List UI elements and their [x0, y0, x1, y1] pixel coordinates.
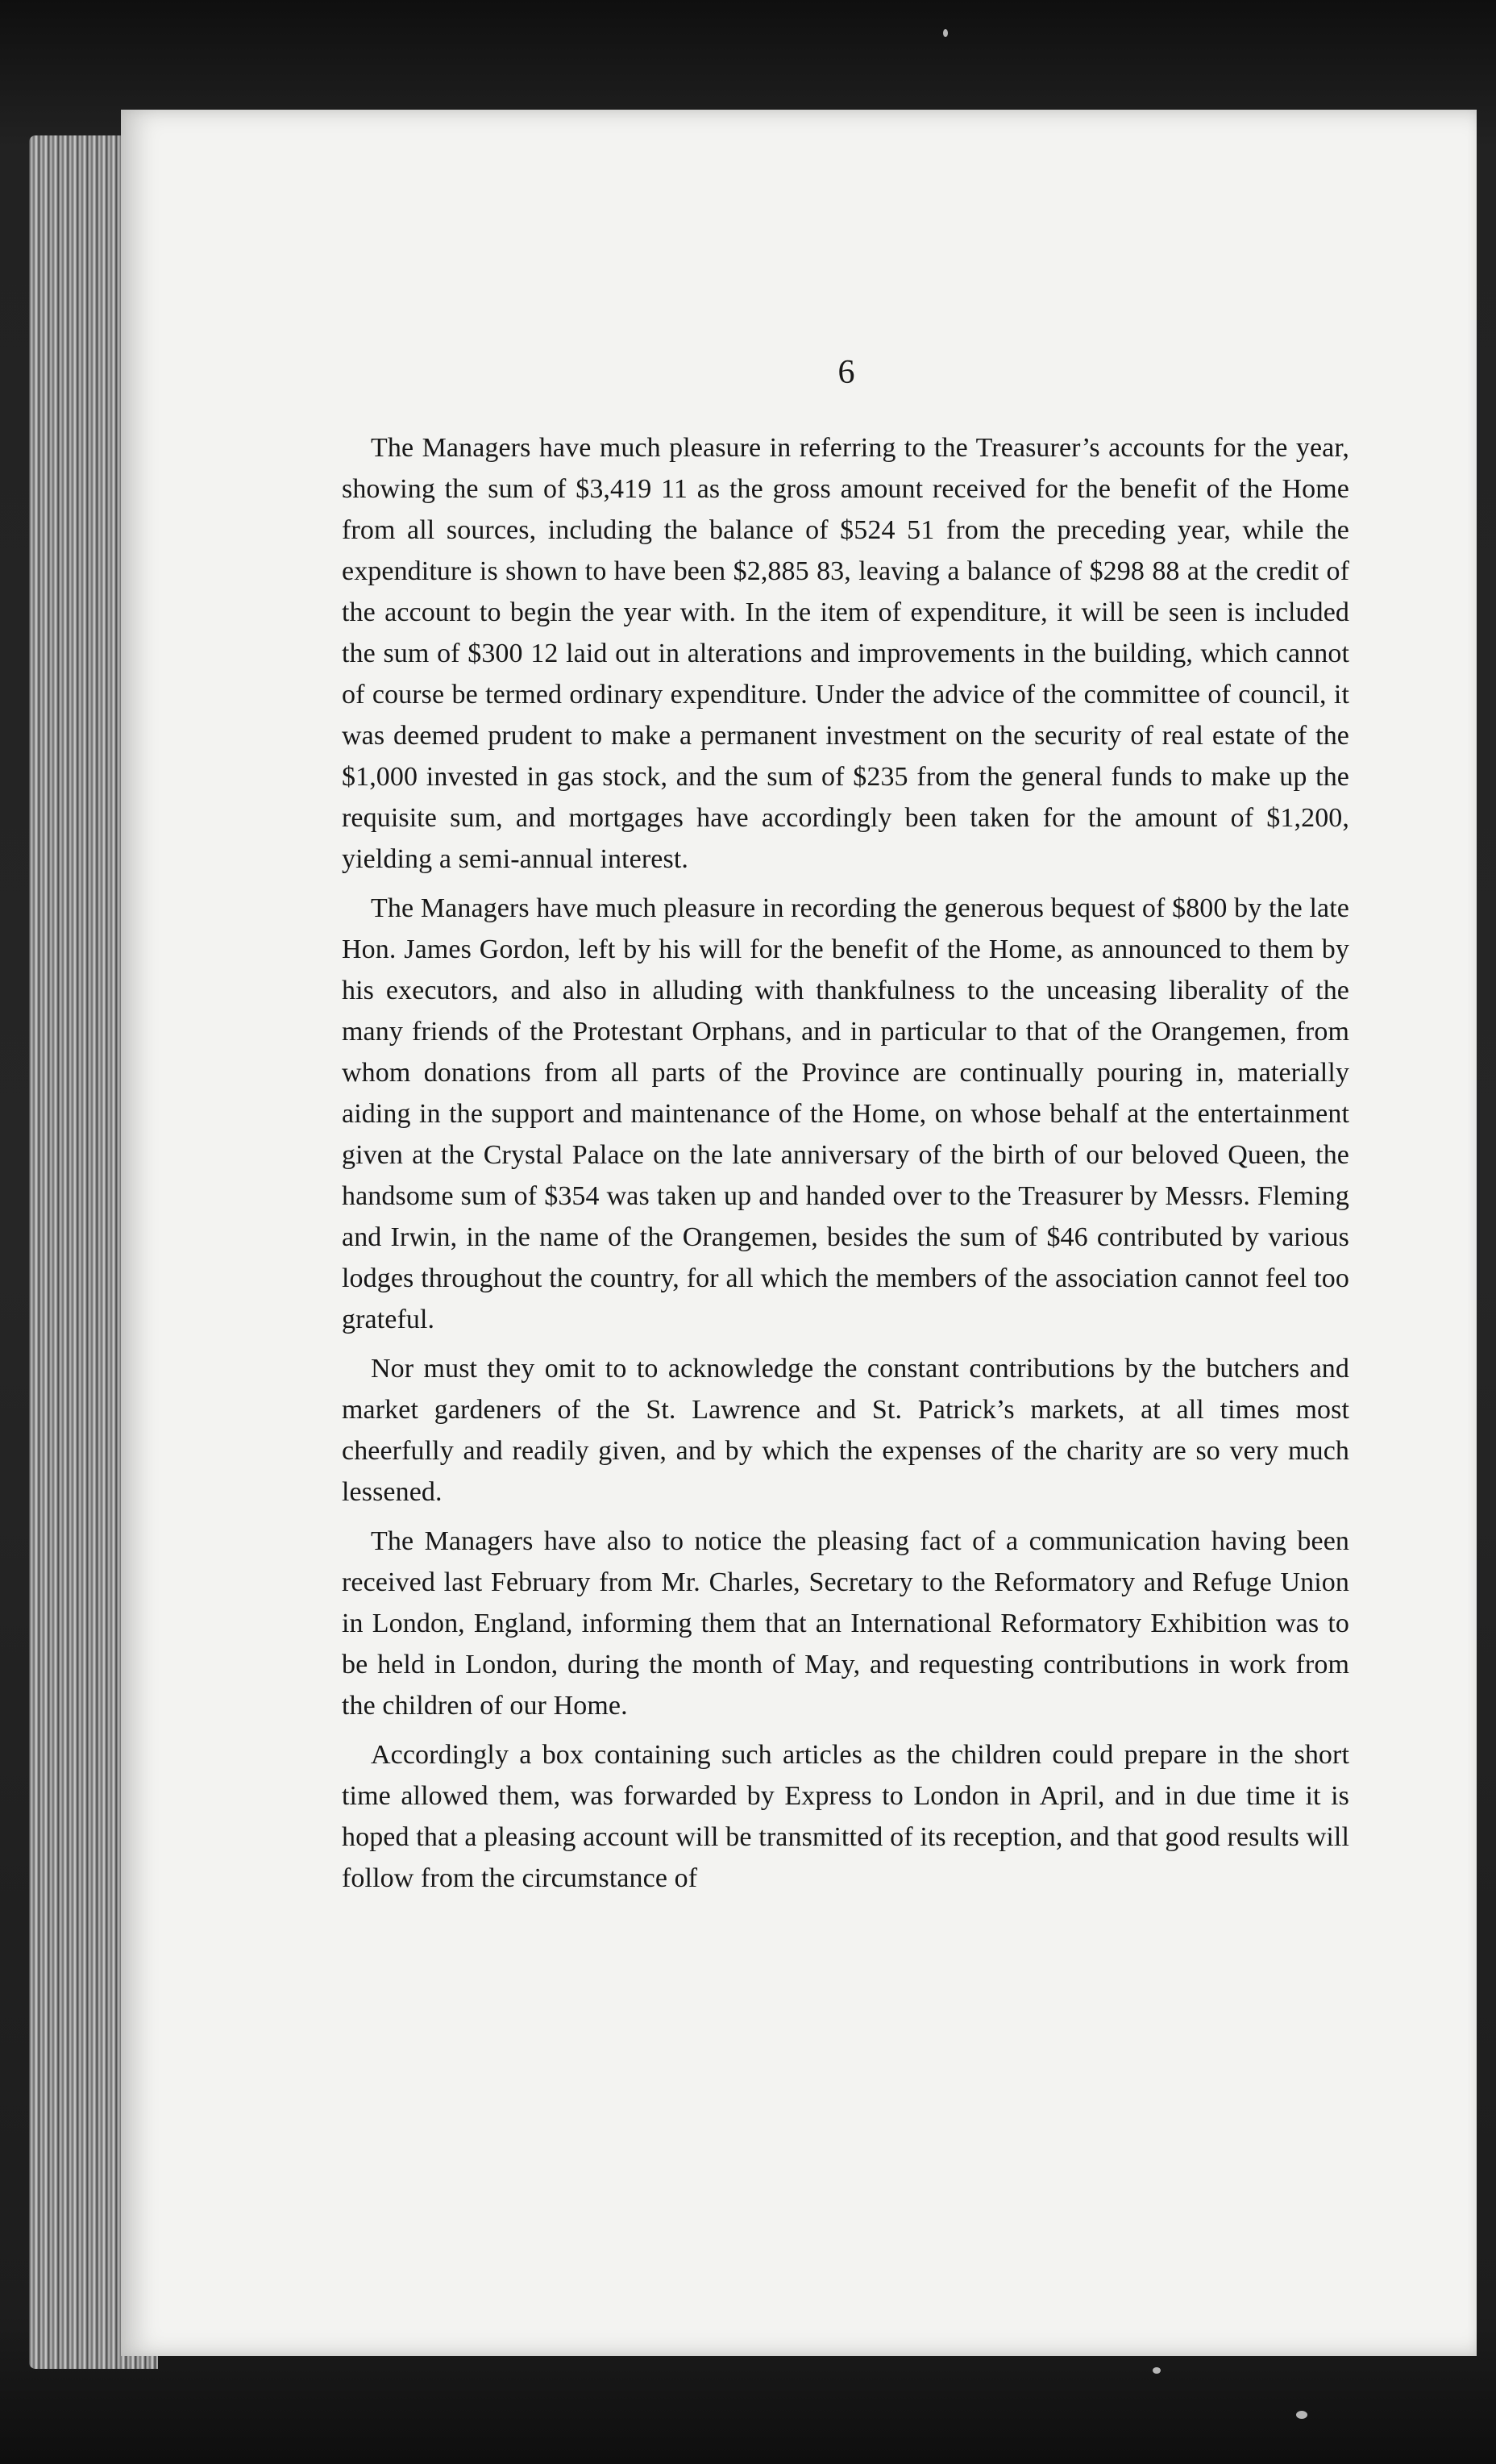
paragraph-reformatory-exhibition: The Managers have also to notice the pleasing fact of a communication having been received last February from Mr. Charles, Secretary to the Reformatory and Refuge Union in London, England, informing them that an International Reformatory Exhibition was to be held in London, during the month of May, and requesting contributions in work from the children of our Home. — [342, 1526, 1349, 1721]
paragraph-market-contributions: Nor must they omit to to acknowledge the constant contributions by the butchers and market gardeners of the St. Lawrence and St. Patrick’s markets, at all times most cheerfully and readily given, and by which the expenses of the charity are so very much lessened. — [342, 1354, 1349, 1507]
paragraph-box-forwarded: Accordingly a box containing such articles as the children could prepare in the short time allowed them, was forwarded by Express to London in April, and in due time it is hoped that a pleasing account will be transmitted of its reception, and that good results will follow from the circumstance of — [342, 1740, 1349, 1893]
scan-speck — [943, 29, 948, 37]
paragraph-bequest-and-donations: The Managers have much pleasure in recording the generous bequest of $800 by the late Hon. James Gordon, left by his will for the benefit of the Home, as announced to them by his executors, and also in alluding with thankfulness to the unceasing liberality of the many friends of the Protestant Orphans, and in particular to that of the Orangemen, from whom donations from all parts of the Province are continually pouring in, materially aiding in the support and maintenance of the Home, on whose behalf at the entertainment given at the Crystal Palace on the late anniversary of the birth of our beloved Queen, the handsome sum of $354 was taken up and handed over to the Treasurer by Messrs. Fleming and Irwin, in the name of the Orangemen, besides the sum of $46 contributed by various lodges throughout the country, for all which the members of the association cannot feel too grateful. — [342, 893, 1349, 1334]
scan-speck — [1296, 2411, 1307, 2419]
body-text — [342, 427, 1349, 1907]
page-number: 6 — [837, 354, 855, 391]
scan-speck — [1153, 2367, 1161, 2374]
paragraph-treasurer-accounts: The Managers have much pleasure in referring to the Treasurer’s accounts for the year, showing the sum of $3,419 11 as the gross amount received for the benefit of the Home from all sources, including the balance of $524 51 from the preceding year, while the expenditure is shown to have been $2,885 83, leaving a balance of $298 88 at the credit of the account to begin the year with. In the item of expenditure, it will be seen is included the sum of $300 12 laid out in alterations and improvements in the building, which cannot of course be termed ordinary expenditure. Under the advice of the committee of council, it was deemed prudent to make a permanent investment on the security of real estate of the $1,000 invested in gas stock, and the sum of $235 from the general funds to make up the requisite sum, and mortgages have accordingly been taken for the amount of $1,200, yielding a semi-annual interest. — [342, 433, 1349, 874]
